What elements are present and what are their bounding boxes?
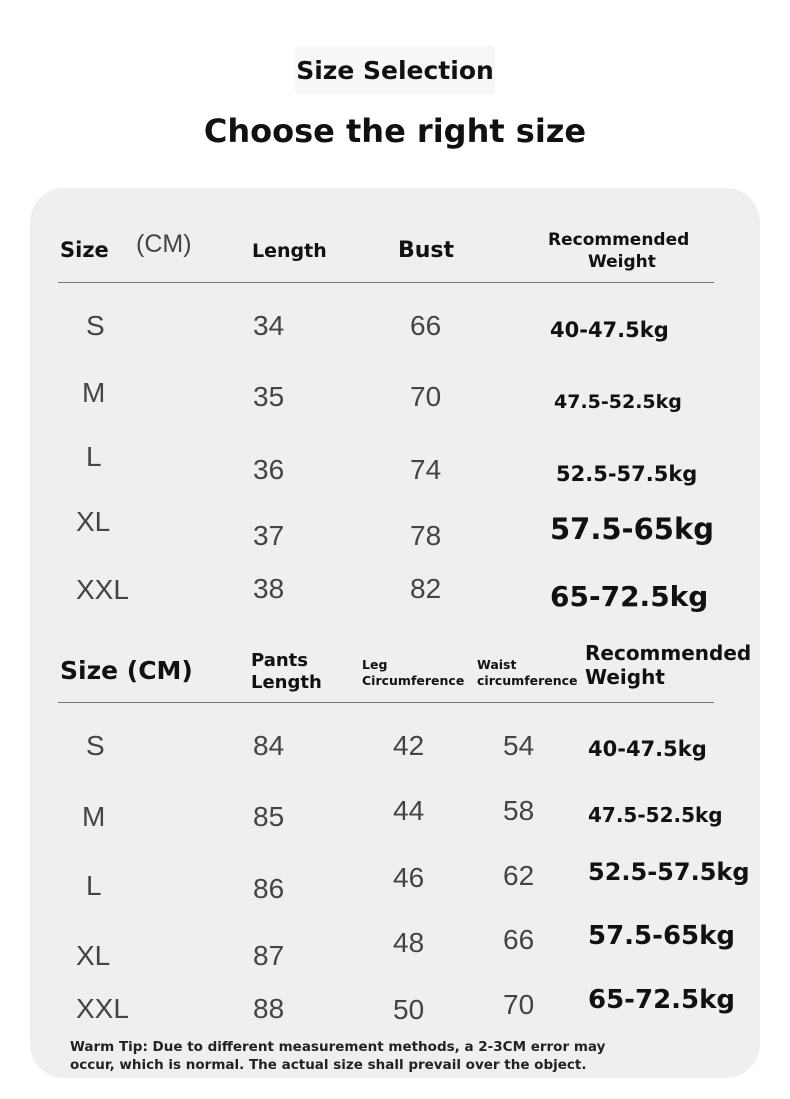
tops-unit-label: (CM) (136, 230, 192, 258)
warm-tip (70, 1038, 630, 1074)
tops-bust-cell: 70 (410, 381, 442, 412)
pants-weight-cell: 40-47.5kg (588, 737, 707, 761)
tops-size-cell: L (86, 441, 102, 472)
section-badge (295, 46, 495, 94)
tops-size-header: Size (60, 238, 109, 262)
pants-weight-cell: 47.5-52.5kg (588, 803, 723, 827)
tops-weight-cell: 47.5-52.5kg (554, 391, 682, 413)
leg-header-line1: Leg (362, 657, 388, 672)
page-title: Choose the right size (203, 112, 587, 150)
pants-length-cell: 86 (253, 873, 285, 904)
pants-length-cell: 85 (253, 801, 285, 832)
leg-cell: 48 (393, 927, 425, 958)
waist-header-line1: Waist (477, 657, 517, 672)
tops-weight-cell: 57.5-65kg (550, 512, 714, 546)
tops-bust-header: Bust (398, 238, 455, 263)
leg-cell: 50 (393, 994, 425, 1025)
leg-cell: 42 (393, 730, 425, 761)
pants-weight-cell: 65-72.5kg (588, 985, 736, 1015)
pants-size-cell: XXL (76, 993, 129, 1024)
leg-cell: 46 (393, 862, 425, 893)
tops-weight-cell: 52.5-57.5kg (556, 462, 698, 486)
tops-weight-cell: 65-72.5kg (550, 580, 709, 613)
tops-length-cell: 38 (253, 573, 285, 604)
tops-length-header: Length (252, 240, 327, 262)
tops-length-cell: 36 (253, 454, 285, 485)
tops-size-cell: XXL (76, 574, 129, 605)
pants-weight-header-line1: Recommended (585, 641, 752, 665)
leg-header-line2: Circumference (362, 673, 465, 688)
pants-length-cell: 87 (253, 940, 285, 971)
warm-tip-line1: Warm Tip: Due to different measurement methods, a 2-3CM error may (70, 1039, 606, 1055)
tops-size-cell: S (86, 310, 105, 341)
tops-size-cell: M (82, 377, 106, 408)
waist-cell: 66 (503, 924, 535, 955)
pants-length-header-line2: Length (251, 672, 322, 693)
tops-bust-cell: 82 (410, 573, 442, 604)
tops-length-cell: 34 (253, 310, 285, 341)
pants-size-cell: S (86, 730, 105, 761)
pants-size-header: Size (CM) (60, 656, 193, 685)
warm-tip-line2: occur, which is normal. The actual size shall prevail over the object. (70, 1057, 587, 1073)
section-badge-label: Size Selection (296, 55, 494, 85)
leg-cell: 44 (393, 795, 425, 826)
pants-size-cell: M (82, 801, 106, 832)
pants-weight-header-line2: Weight (585, 665, 665, 689)
waist-cell: 62 (503, 860, 535, 891)
tops-length-cell: 35 (253, 381, 285, 412)
pants-length-cell: 84 (253, 730, 285, 761)
pants-length-header-line1: Pants (251, 650, 308, 671)
tops-weight-header-line1: Recommended (548, 230, 690, 250)
tops-weight-header-line2: Weight (588, 252, 656, 272)
waist-cell: 70 (503, 989, 535, 1020)
pants-length-cell: 88 (253, 993, 285, 1024)
waist-cell: 54 (503, 730, 535, 761)
pants-weight-cell: 57.5-65kg (588, 921, 736, 951)
tops-bust-cell: 74 (410, 454, 442, 485)
waist-header-line2: circumference (477, 673, 578, 688)
pants-header-divider (58, 702, 714, 703)
tops-length-cell: 37 (253, 520, 285, 551)
tops-bust-cell: 66 (410, 310, 442, 341)
pants-size-cell: XL (76, 940, 111, 971)
tops-bust-cell: 78 (410, 520, 442, 551)
waist-cell: 58 (503, 795, 535, 826)
pants-weight-cell: 52.5-57.5kg (588, 858, 750, 886)
tops-weight-cell: 40-47.5kg (550, 318, 669, 342)
tops-size-cell: XL (76, 506, 111, 537)
pants-size-cell: L (86, 870, 102, 901)
tops-header-divider (58, 282, 714, 283)
